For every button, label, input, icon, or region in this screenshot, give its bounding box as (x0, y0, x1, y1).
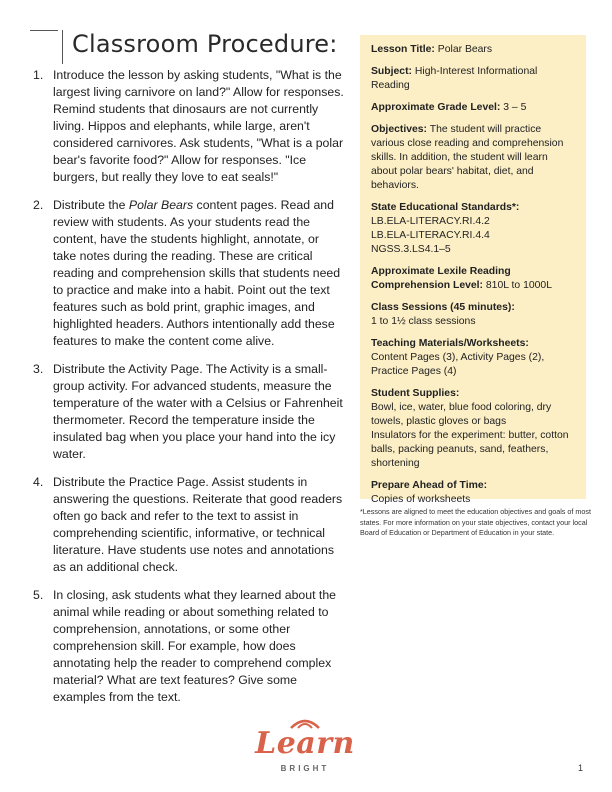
lesson-info-panel (360, 35, 586, 505)
step-number: 4. (33, 475, 44, 489)
grade-label: Approximate Grade Level: (371, 102, 501, 113)
step-number: 3. (33, 362, 44, 376)
standard-item: LB.ELA-LITERACY.RI.4.4 (371, 230, 490, 241)
lexile-label: Approximate Lexile Reading Comprehension Level: (371, 266, 511, 291)
grade-block (371, 101, 576, 115)
sessions-value: 1 to 1½ class sessions (371, 316, 476, 327)
lesson-title-label: Lesson Title: (371, 44, 435, 55)
logo-subtitle: BRIGHT (280, 764, 330, 773)
step-text: In closing, ask students what they learned about the animal while reading or about something related to comprehension, annotations, or some other comprehension skill. For example, how does annotating help the reader to comprehend complex material? What are text features? Give some examples from the text. (53, 588, 337, 704)
standards-footnote: *Lessons are aligned to meet the education objectives and goals of most states. For more information on your state objectives, contact your local Board of Education or Department of Education in your state. (360, 507, 591, 537)
supplies-insulators: Insulators for the experiment: butter, cotton balls, packing peanuts, sand, feathers, shortening (371, 430, 569, 469)
step-text-end: content pages. Read and review with students. As your students read the content, have the students highlight, annotate, or take notes during the reading. These are critical reading and comprehension skills that students need to practice and make into a habit. Point out the text features such as bold print, graphic images, and highlighted headers. Authors intentionally add these features to make the content come alive. (53, 198, 341, 348)
procedure-step (33, 474, 345, 576)
step-text-start: Distribute the (53, 198, 129, 212)
step-text (53, 198, 340, 348)
corner-rule-vertical (62, 30, 63, 64)
supplies-block (371, 387, 576, 471)
prepare-label: Prepare Ahead of Time: (371, 480, 488, 491)
supplies-label: Student Supplies: (371, 388, 460, 399)
subject-value: High-Interest Informational Reading (371, 66, 538, 91)
procedure-step (33, 67, 345, 186)
step-text: Distribute the Practice Page. Assist students in answering the questions. Reiterate that good readers often go back and refer to the text to assist in comprehending scientific, informative, or technical literature. Have students use notes and annotations as an additional check. (53, 475, 343, 574)
supplies-value: Bowl, ice, water, blue food coloring, dry towels, plastic gloves or bags (371, 402, 552, 427)
subject-label: Subject: (371, 66, 412, 77)
step-text: Distribute the Activity Page. The Activity is a small-group activity. For advanced students, measure the temperature of the water with a Celsius or Fahrenheit thermometer. Record the temperature inside the insulated bag when you place your hand into the icy water. (53, 362, 343, 461)
objectives-label: Objectives: (371, 124, 428, 135)
materials-value: Content Pages (3), Activity Pages (2), Practice Pages (4) (371, 352, 545, 377)
standards-block (371, 201, 576, 257)
step-text-italic: Polar Bears (128, 198, 194, 212)
logo-wordmark: Learn (255, 726, 355, 761)
lesson-title-block (371, 43, 576, 57)
step-number: 1. (33, 68, 44, 82)
step-number: 5. (33, 588, 44, 602)
procedure-step (33, 587, 345, 706)
procedure-list (33, 67, 345, 717)
procedure-step (33, 197, 345, 350)
step-text: Introduce the lesson by asking students, "What is the largest living carnivore on land?" Allow for responses. Remind students that dinosaurs are not currently living. Hippos and elephants, while large, aren't considered carnivores. Ask students, "What is a polar bear's favorite food?" Allow for responses. "Ice burgers, but really they love to eat seals!" (53, 68, 344, 184)
page-title: Classroom Procedure: (72, 30, 338, 58)
materials-block (371, 337, 576, 379)
page-number: 1 (578, 763, 584, 773)
prepare-block (371, 479, 576, 507)
lexile-block (371, 265, 576, 293)
corner-rule-horizontal (30, 30, 58, 31)
grade-value: 3 – 5 (503, 102, 527, 113)
objectives-value: The student will practice various close reading and comprehension skills. In addition, the student will learn about polar bears' habitat, diet, and behaviors. (371, 124, 564, 191)
standard-item: NGSS.3.LS4.1–5 (371, 244, 451, 255)
procedure-step (33, 361, 345, 463)
step-number: 2. (33, 198, 44, 212)
sessions-block (371, 301, 576, 329)
lesson-title-value: Polar Bears (437, 44, 493, 55)
standard-item: LB.ELA-LITERACY.RI.4.2 (371, 216, 490, 227)
subject-block (371, 65, 576, 93)
prepare-value: Copies of worksheets (371, 494, 471, 505)
standards-label: State Educational Standards*: (371, 202, 520, 213)
sessions-label: Class Sessions (45 minutes): (371, 302, 515, 313)
learn-bright-logo (250, 720, 360, 780)
lexile-value: 810L to 1000L (485, 280, 552, 291)
materials-label: Teaching Materials/Worksheets: (371, 338, 529, 349)
objectives-block (371, 123, 576, 193)
